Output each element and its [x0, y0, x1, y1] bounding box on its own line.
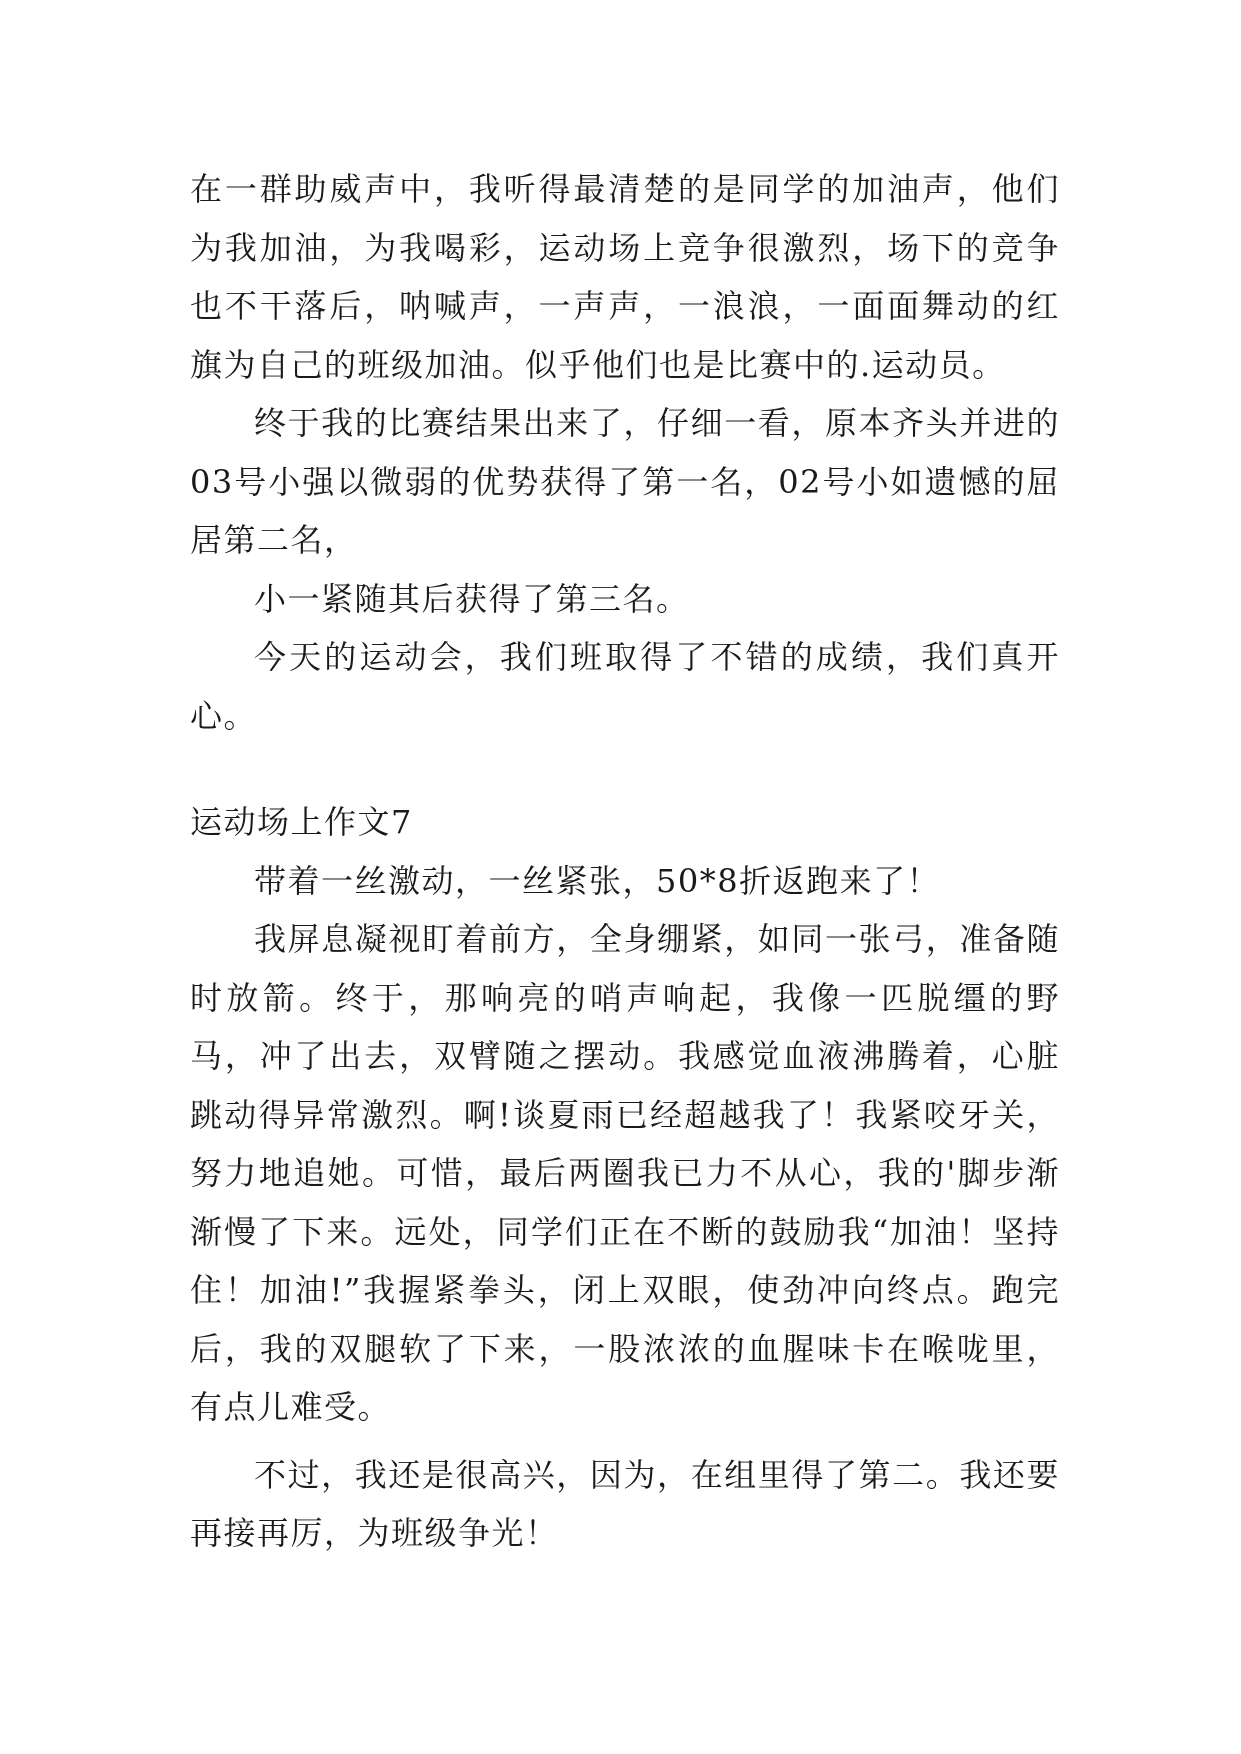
paragraph-race: 我屏息凝视盯着前方，全身绷紧，如同一张弓，准备随时放箭。终于，那响亮的哨声响起，我像一匹脱缰的野马，冲了出去，双臂随之摆动。我感觉血液沸腾着，心脏跳动得异常激烈。啊!谈夏雨已经超越我了！我紧咬牙关，努力地追她。可惜，最后两圈我已力不从心，我的'脚步渐渐慢了下来。远处，同学们正在不断的鼓励我“加油！坚持住！加油!”我握紧拳头，闭上双眼，使劲冲向终点。跑完后，我的双腿软了下来，一股浓浓的血腥味卡在喉咙里，有点儿难受。	[190, 920, 1060, 1426]
paragraph-conclusion: 今天的运动会，我们班取得了不错的成绩，我们真开心。	[190, 638, 1060, 735]
paragraph-intro: 带着一丝激动，一丝紧张，50*8折返跑来了！	[254, 861, 941, 900]
section-title: 运动场上作文7	[190, 803, 413, 841]
paragraph-cheering: 在一群助威声中，我听得最清楚的是同学的加油声，他们为我加油，为我喝彩，运动场上竞争很激烈，场下的竞争也不干落后，呐喊声，一声声，一浪浪，一面面舞动的红旗为自己的班级加油。似乎他们也是比赛中的.运动员。	[190, 170, 1060, 384]
paragraph-ending: 不过，我还是很高兴，因为，在组里得了第二。我还要再接再厉，为班级争光！	[190, 1455, 1060, 1552]
document-body	[190, 160, 1060, 1563]
paragraph-third-place: 小一紧随其后获得了第三名。	[254, 579, 690, 618]
paragraph-results: 终于我的比赛结果出来了，仔细一看，原本齐头并进的03号小强以微弱的优势获得了第一名，02号小如遗憾的屈居第二名，	[190, 404, 1060, 559]
paragraph-spacer	[190, 1437, 1060, 1446]
